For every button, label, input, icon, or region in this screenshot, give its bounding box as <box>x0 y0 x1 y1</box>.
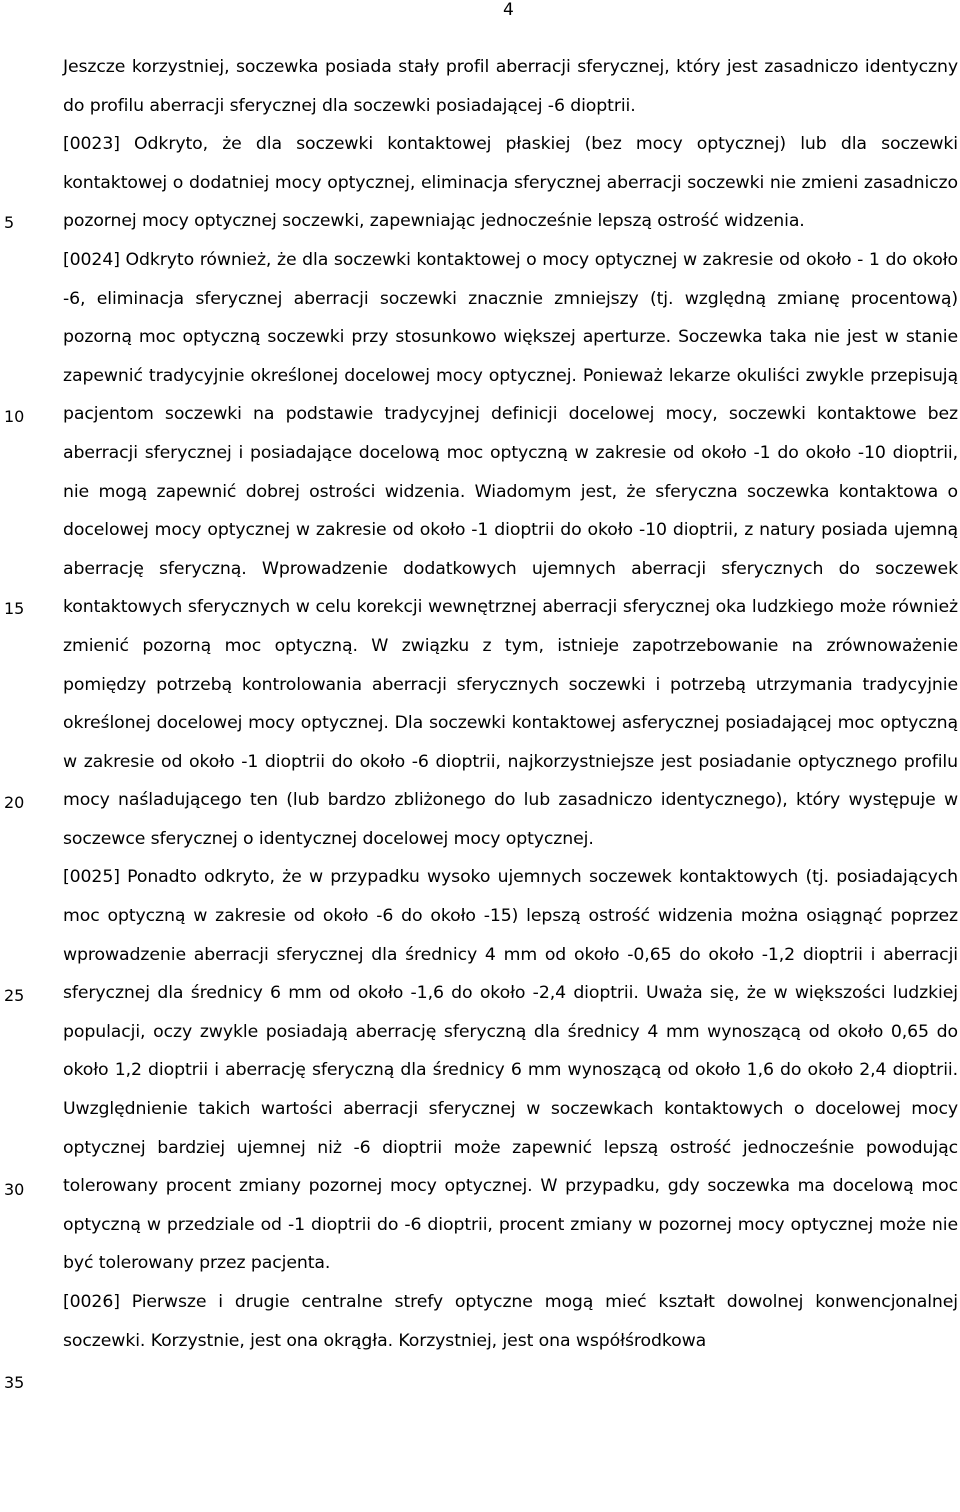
line-number-10: 10 <box>4 407 25 426</box>
margin-line-numbers <box>0 0 40 1512</box>
line-number-25: 25 <box>4 986 25 1005</box>
paragraph-0024: [0024] Odkryto również, że dla soczewki kontaktowej o mocy optycznej w zakresie od około - 1 do około -6, eliminacja sferycznej aberracji soczewki znacznie zmniejszy (tj. względną zmianę procentową) pozorną moc optyczną soczewki przy stosunkowo większej aperturze. Soczewka taka nie jest w stanie zapewnić tradycyjnie określonej docelowej mocy optycznej. Ponieważ lekarze okuliści zwykle przepisują pacjentom soczewki na podstawie tradycyjnej definicji docelowej mocy, soczewki kontaktowe bez aberracji sferycznej i posiadające docelową moc optyczną w zakresie od około -1 do około -10 dioptrii, nie mogą zapewnić dobrej ostrości widzenia. Wiadomym jest, że sferyczna soczewka kontaktowa o docelowej mocy optycznej w zakresie od około -1 dioptrii do około -10 dioptrii, z natury posiada ujemną aberrację sferyczną. Wprowadzenie dodatkowych ujemnych aberracji sferycznych do soczewek kontaktowych sferycznych w celu korekcji wewnętrznej aberracji sferycznej oka ludzkiego może również zmienić pozorną moc optyczną. W związku z tym, istnieje zapotrzebowanie na zrównoważenie pomiędzy potrzebą kontrolowania aberracji sferycznych soczewki i potrzebą utrzymania tradycyjnie określonej docelowej mocy optycznej. Dla soczewki kontaktowej asferycznej posiadającej moc optyczną w zakresie od około -1 dioptrii do około -6 dioptrii, najkorzystniejsze jest posiadanie optycznego profilu mocy naśladującego ten (lub bardzo zbliżonego do lub zasadniczo identycznego), który występuje w soczewce sferycznej o identycznej docelowej mocy optycznej. <box>63 249 958 849</box>
line-number-15: 15 <box>4 599 25 618</box>
paragraph-0026: [0026] Pierwsze i drugie centralne strefy optyczne mogą mieć kształt dowolnej konwencjonalnej soczewki. Korzystnie, jest ona okrągła. Korzystniej, jest ona współśrodkowa <box>63 1292 958 1351</box>
line-number-30: 30 <box>4 1180 25 1199</box>
paragraph-intro: Jeszcze korzystniej, soczewka posiada stały profil aberracji sferycznej, który jest zasadniczo identyczny do profilu aberracji sferycznej dla soczewki posiadającej -6 dioptrii. <box>63 57 958 116</box>
line-number-35: 35 <box>4 1373 25 1392</box>
paragraph-0023: [0023] Odkryto, że dla soczewki kontaktowej płaskiej (bez mocy optycznej) lub dla soczewki kontaktowej o dodatniej mocy optycznej, eliminacja sferycznej aberracji soczewki nie zmieni zasadniczo pozornej mocy optycznej soczewki, zapewniając jednocześnie lepszą ostrość widzenia. <box>63 134 958 232</box>
document-body <box>63 48 958 1360</box>
page-number: 4 <box>503 0 514 20</box>
line-number-5: 5 <box>4 213 15 232</box>
paragraph-0025: [0025] Ponadto odkryto, że w przypadku wysoko ujemnych soczewek kontaktowych (tj. posiadających moc optyczną w zakresie od około -6 do około -15) lepszą ostrość widzenia można osiągnąć poprzez wprowadzenie aberracji sferycznej dla średnicy 4 mm od około -0,65 do około -1,2 dioptrii i aberracji sferycznej dla średnicy 6 mm od około -1,6 do około -2,4 dioptrii. Uważa się, że w większości ludzkiej populacji, oczy zwykle posiadają aberrację sferyczną dla średnicy 4 mm wynoszącą od około 0,65 do około 1,2 dioptrii i aberrację sferyczną dla średnicy 6 mm wynoszącą od około 1,6 do około 2,4 dioptrii. Uwzględnienie takich wartości aberracji sferycznej w soczewkach kontaktowych o docelowej mocy optycznej bardziej ujemnej niż -6 dioptrii może zapewnić lepszą ostrość jednocześnie powodując tolerowany procent zmiany pozornej mocy optycznej. W przypadku, gdy soczewka ma docelową moc optyczną w przedziale od -1 dioptrii do -6 dioptrii, procent zmiany w pozornej mocy optycznej może nie być tolerowany przez pacjenta. <box>63 867 958 1274</box>
line-number-20: 20 <box>4 793 25 812</box>
